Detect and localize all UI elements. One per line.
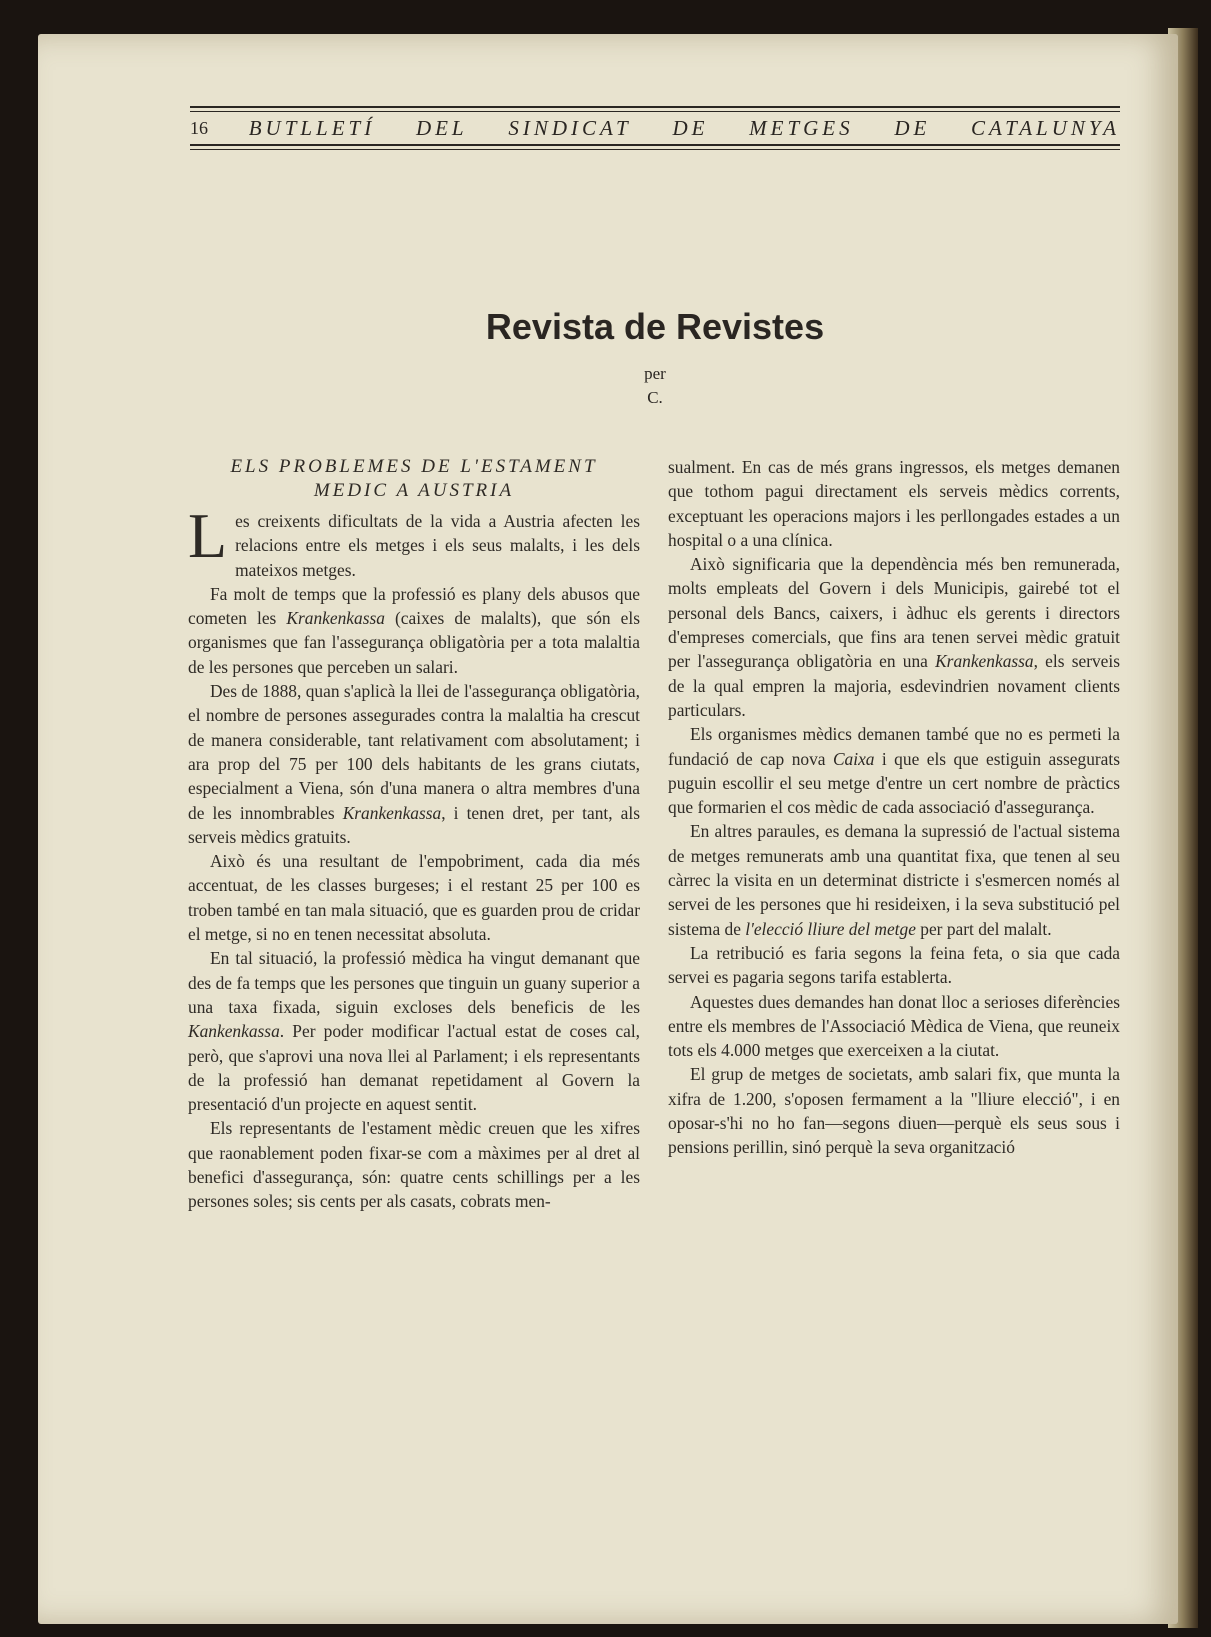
paragraph-text: Des de 1888, quan s'aplicà la llei de l'assegurança obligatòria, el nombre de persones assegurades contra la malaltia ha crescut de manera considerable, tant relativament com absolutament; i ara prop del 75 per 100 dels habitants de les grans ciutats, especialment a Viena, són d'una manera o altra membres d'una de les innombrables — [188, 681, 640, 823]
paragraph — [668, 722, 1120, 819]
paragraph-text: per part del malalt. — [915, 918, 1052, 939]
header-word: DE — [672, 115, 709, 140]
header-word: BUTLLETÍ — [248, 115, 376, 140]
header-word: DEL — [415, 115, 468, 140]
header-rule-bottom — [190, 144, 1120, 146]
right-column — [668, 455, 1120, 1160]
paragraph-text: Els organismes mèdics demanen també que no es permeti la fundació de cap nova — [668, 724, 1120, 769]
header-rule-top — [190, 106, 1120, 108]
paragraph: Els representants de l'estament mèdic creuen que les xifres que raonablement poden fixar-se com a màximes per al dret al benefici d'assegurança, són: quatre cents schillings per a les persones soles; sis cents per als casats, cobrats men- — [188, 1118, 640, 1212]
drop-cap: L — [188, 500, 228, 571]
left-column — [188, 455, 640, 1214]
paragraph-text: En tal situació, la professió mèdica ha vingut demanant que des de fa temps que les persones que tinguin un guany superior a una taxa fixada, siguin excloses dels beneficis de les — [188, 948, 640, 1017]
italic-term: Caixa — [832, 748, 875, 769]
running-header — [190, 106, 1120, 150]
paragraph-text: , i tenen dret, per tant, als serveis mèdics gratuits. — [188, 802, 640, 847]
paragraph-text: Fa molt de temps que la professió es plany dels abusos que cometen les — [188, 583, 640, 629]
italic-term: Kankenkassa — [188, 1021, 280, 1042]
byline: per — [644, 364, 666, 383]
paragraph-text: Això significaria que la dependència més ben remunerada, molts empleats del Govern i dels Municipis, gairebé tot el personal dels Bancs, caixers, i àdhuc els gerents i directors d'empreses comercials, que fins ara tenen servei mèdic gratuit per l'assegurança obligatòria en una — [668, 554, 1120, 672]
paragraph: Això és una resultant de l'empobriment, cada dia més accentuat, de les classes burgeses; i el restant 25 per 100 es troben també en tan mala situació, que es guarden prou de cridar el metge, si no en tenen necessitat absoluta. — [188, 851, 640, 945]
paragraph-text: es creixents dificultats de la vida a Austria afecten les relacions entre els metges i els seus malalts, i les dels mateixos metges. — [235, 511, 640, 580]
italic-term: Krankenkassa — [286, 608, 385, 629]
section-heading — [188, 455, 640, 503]
header-rule-bottom-thin — [190, 149, 1120, 150]
paragraph-text: (caixes de malalts), que són els organismes que fan l'assegurança obligatòria per a tota malaltia de les persones que perceben un salari. — [188, 608, 641, 677]
paragraph — [188, 679, 640, 849]
paragraph — [188, 500, 640, 582]
paragraph: El grup de metges de societats, amb salari fix, que munta la xifra de 1.200, s'oposen fermament a la "lliure elecció", i en oposar-s'hi no ho fan—segons diuen—perquè els seus sous i pensions perillin, sinó perquè la seva organització — [668, 1064, 1120, 1158]
author: C. — [647, 388, 663, 407]
paragraph-text: . Per poder modificar l'actual estat de coses cal, però, que s'aprovi una nova llei al Parlament; i els representants de la professió han demanat repetidament al Govern la presentació d'un projecte en aquest sentit. — [188, 1021, 640, 1115]
paragraph — [668, 552, 1120, 722]
italic-term: l'elecció lliure del metge — [745, 918, 916, 939]
header-word: CATALUNYA — [971, 115, 1120, 140]
article-title: Revista de Revistes — [485, 306, 825, 347]
paragraph — [188, 582, 640, 679]
paragraph-text: i que els que estiguin assegurats puguin escollir el seu metge d'entre un cert nombre de pràctics que formarien el cos mèdic de cada associació d'assegurança. — [668, 748, 1120, 818]
paragraph-text: En altres paraules, es demana la supressió de l'actual sistema de metges remunerats amb una quantitat fixa, que tenen al seu càrrec la visita en un determinat districte i s'esmercen només al servei de les persones que hi resideixen, i la seva substitució pel sistema de — [668, 821, 1120, 939]
article-title-block — [190, 306, 1120, 408]
page-number: 16 — [190, 117, 208, 138]
paragraph — [188, 946, 640, 1116]
header-word: METGES — [749, 115, 854, 140]
section-heading-line-2: MEDIC A AUSTRIA — [313, 480, 515, 501]
paragraph-text: , els serveis de la qual empren la majoria, esdevindrien novament clients particulars. — [668, 651, 1120, 720]
header-word: SINDICAT — [508, 115, 632, 140]
paragraph: sualment. En cas de més grans ingressos, els metges demanen que tothom pagui directament els serveis mèdics corrents, exceptuant les operacions majors i les perllongades estades a un hospital o a una clínica. — [668, 457, 1120, 550]
section-heading-line-1: ELS PROBLEMES DE L'ESTAMENT — [230, 456, 598, 477]
paragraph: La retribució es faria segons la feina feta, o sia que cada servei es pagaria segons tarifa establerta. — [668, 942, 1120, 988]
paragraph — [668, 819, 1120, 940]
header-line — [190, 112, 1120, 144]
paragraph: Aquestes dues demandes han donat lloc a serioses diferències entre els membres de l'Associació Mèdica de Viena, que reuneix tots els 4.000 metges que exerceixen a la ciutat. — [668, 991, 1120, 1061]
header-word: DE — [894, 115, 931, 140]
italic-term: Krankenkassa — [342, 802, 442, 823]
italic-term: Krankenkassa — [935, 651, 1034, 672]
